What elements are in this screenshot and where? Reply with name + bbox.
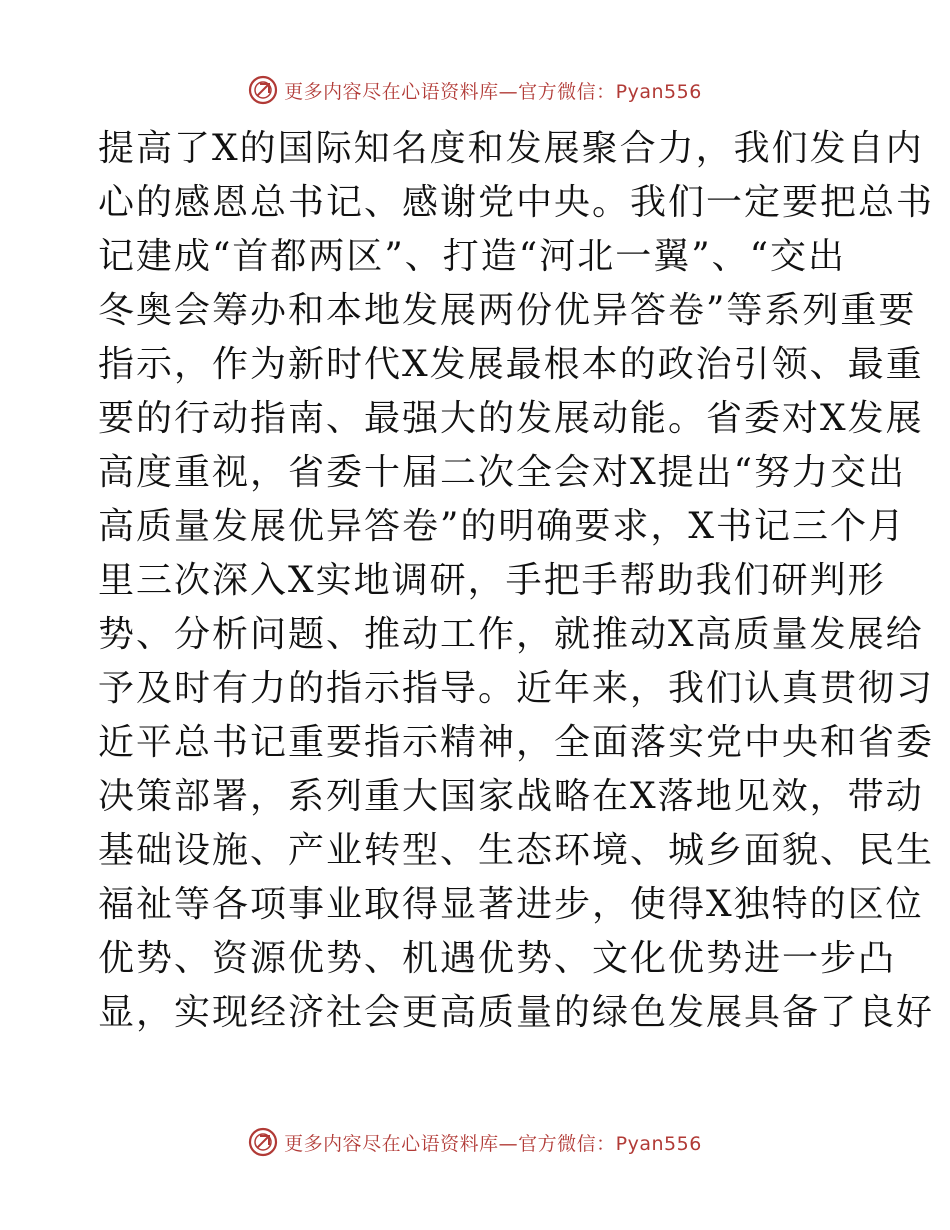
header-banner [0,70,950,110]
body-line-6: 要的行动指南、最强大的发展动能。省委对X发展 [98,398,924,439]
body-line-4: 冬奥会筹办和本地发展两份优异答卷”等系列重要 [98,290,917,331]
body-line-9: 里三次深入X实地调研，手把手帮助我们研判形 [98,560,886,601]
body-line-2: 心的感恩总书记、感谢党中央。我们一定要把总书 [98,182,935,223]
body-line-5: 指示，作为新时代X发展最根本的政治引领、最重 [98,344,924,385]
body-line-13: 决策部署，系列重大国家战略在X落地见效，带动 [98,776,924,817]
body-line-11: 予及时有力的指示指导。近年来，我们认真贯彻习 [98,668,935,709]
body-line-16: 优势、资源优势、机遇优势、文化优势进一步凸 [98,938,897,979]
body-line-3: 记建成“首都两区”、打造“河北一翼”、“交出 [98,236,847,277]
footer-banner [0,1122,950,1162]
body-line-14: 基础设施、产业转型、生态环境、城乡面貌、民生 [98,830,935,871]
body-line-15: 福祉等各项事业取得显著进步，使得X独特的区位 [98,884,924,925]
seal-logo-icon [248,75,278,105]
footer-banner-text: 更多内容尽在心语资料库—官方微信：Pyan556 [284,1132,702,1155]
body-line-1: 提高了X的国际知名度和发展聚合力，我们发自内 [98,128,924,169]
body-line-8: 高质量发展优异答卷”的明确要求，X书记三个月 [98,506,907,547]
seal-logo-icon [248,1127,278,1157]
body-line-10: 势、分析问题、推动工作，就推动X高质量发展给 [98,614,924,655]
body-line-12: 近平总书记重要指示精神，全面落实党中央和省委 [98,722,935,763]
body-line-17: 显，实现经济社会更高质量的绿色发展具备了良好 [98,992,935,1033]
header-banner-text: 更多内容尽在心语资料库—官方微信：Pyan556 [284,80,702,103]
body-line-7: 高度重视，省委十届二次全会对X提出“努力交出 [98,452,907,493]
